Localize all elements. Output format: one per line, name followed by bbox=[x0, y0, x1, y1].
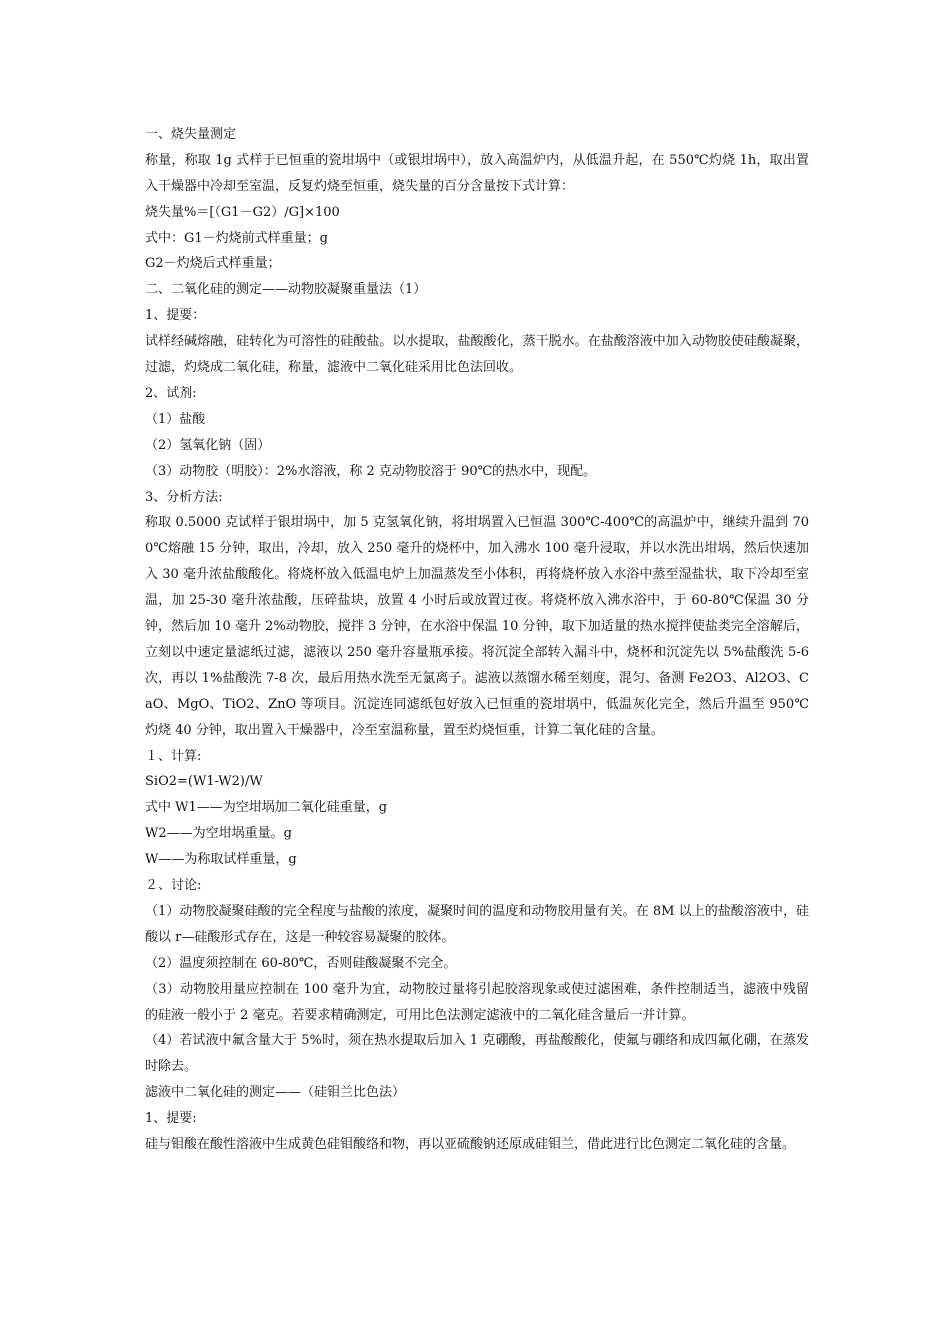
calculation-where-w2: W2——为空坩埚重量。g bbox=[145, 826, 292, 842]
reagent-item: （3）动物胶（明胶）：2%水溶液，称 2 克动物胶溶于 90℃的热水中，现配。 bbox=[145, 463, 597, 479]
summary-body: 试样经碱熔融，硅转化为可溶性的硅酸盐。以水提取，盐酸酸化，蒸干脱水。在盐酸溶液中加入动物胶使硅酸凝聚，过滤，灼烧成二氧化硅，称量，滤液中二氧化硅采用比色法回收。 bbox=[145, 334, 809, 376]
calculation-where-w: W——为称取试样重量，g bbox=[145, 852, 297, 868]
ignition-loss-formula: 烧失量%＝[（G1－G2）/G]×100 bbox=[145, 204, 340, 220]
colorimetric-summary-heading: 1、提要: bbox=[145, 1111, 197, 1127]
ignition-loss-where-g1: 式中：G1－灼烧前式样重量；g bbox=[145, 230, 328, 246]
ignition-loss-where-g2: G2－灼烧后式样重量； bbox=[145, 256, 281, 272]
discussion-item: （4）若试液中氟含量大于 5%时，须在热水提取后加入 1 克硼酸，再盐酸酸化，使氟与硼络和成四氟化硼，在蒸发时除去。 bbox=[145, 1033, 809, 1075]
document-page bbox=[145, 122, 809, 1158]
reagents-heading: 2、试剂: bbox=[145, 385, 197, 401]
reagent-item: （2）氢氧化钠（固） bbox=[145, 437, 271, 453]
ignition-loss-procedure: 称量，称取 1g 式样于已恒重的瓷坩埚中（或银坩埚中），放入高温炉内，从低温升起，在 550℃灼烧 1h，取出置入干燥器中冷却至室温，反复灼烧至恒重，烧失量的百分含量按下式计算： bbox=[145, 152, 809, 194]
method-heading: 3、分析方法: bbox=[145, 489, 223, 505]
discussion-heading: ２、讨论: bbox=[145, 878, 202, 894]
calculation-where-w1: 式中 W1——为空坩埚加二氧化硅重量，g bbox=[145, 800, 388, 816]
section-heading-silica-colorimetric: 滤液中二氧化硅的测定——（硅钼兰比色法） bbox=[145, 1085, 406, 1101]
reagent-item: （1）盐酸 bbox=[145, 411, 206, 427]
method-body: 称取 0.5000 克试样于银坩埚中，加 5 克氢氧化钠，将坩埚置入已恒温 300℃-400℃的高温炉中，继续升温到 700℃熔融 15 分钟，取出，冷却，放入 250 毫升的烧杯中，加入沸水 100 毫升浸取，并以水洗出坩埚，然后快速加入 30 毫升浓盐酸酸化。将烧杯放入低温电炉上加温蒸发至小体积，再将烧杯放入水浴中蒸至湿盐状，取下冷却至室温，加 25-30 毫升浓盐酸，压碎盐块，放置 4 小时后或放置过夜。将烧杯放入沸水浴中，于 60-80℃保温 30 分钟，然后加 10 毫升 2%动物胶，搅拌 3 分钟，在水浴中保温 10 分钟，取下加适量的热水搅拌使盐类完全溶解后，立刻以中速定量滤纸过滤，滤液以 250 毫升容量瓶承接。将沉淀全部转入漏斗中，烧杯和沉淀先以 5%盐酸洗 5-6 次，再以 1%盐酸洗 7-8 次，最后用热水洗至无氯离子。滤液以蒸馏水稀至刻度，混匀、备测 Fe2O3、Al2O3、CaO、MgO、TiO2、ZnO 等项目。沉淀连同滤纸包好放入已恒重的瓷坩埚中，低温灰化完全，然后升温至 950℃灼烧 40 分钟，取出置入干燥器中，冷至室温称量，置至灼烧恒重，计算二氧化硅的含量。 bbox=[145, 515, 809, 738]
colorimetric-summary-body: 硅与钼酸在酸性溶液中生成黄色硅钼酸络和物，再以亚硫酸钠还原成硅钼兰，借此进行比色测定二氧化硅的含量。 bbox=[145, 1137, 796, 1153]
section-heading-silica-gravimetric: 二、二氧化硅的测定——动物胶凝聚重量法（1） bbox=[145, 282, 427, 298]
calculation-heading: １、计算: bbox=[145, 748, 202, 764]
summary-heading: 1、提要： bbox=[145, 308, 206, 324]
discussion-item: （2）温度须控制在 60-80℃，否则硅酸凝聚不完全。 bbox=[145, 955, 457, 971]
section-heading-ignition-loss: 一、烧失量测定 bbox=[145, 127, 237, 142]
calculation-formula: SiO2=(W1-W2)/W bbox=[145, 774, 263, 790]
discussion-item: （3）动物胶用量应控制在 100 毫升为宜，动物胶过量将引起胶溶现象或使过滤困难，条件控制适当，滤液中残留的硅液一般小于 2 毫克。若要求精确测定，可用比色法测定滤液中的二氧化硅含量后一并计算。 bbox=[145, 981, 809, 1023]
discussion-item: （1）动物胶凝聚硅酸的完全程度与盐酸的浓度，凝聚时间的温度和动物胶用量有关。在 8M 以上的盐酸溶液中，硅酸以 r—硅酸形式存在，这是一种较容易凝聚的胶体。 bbox=[145, 903, 809, 945]
